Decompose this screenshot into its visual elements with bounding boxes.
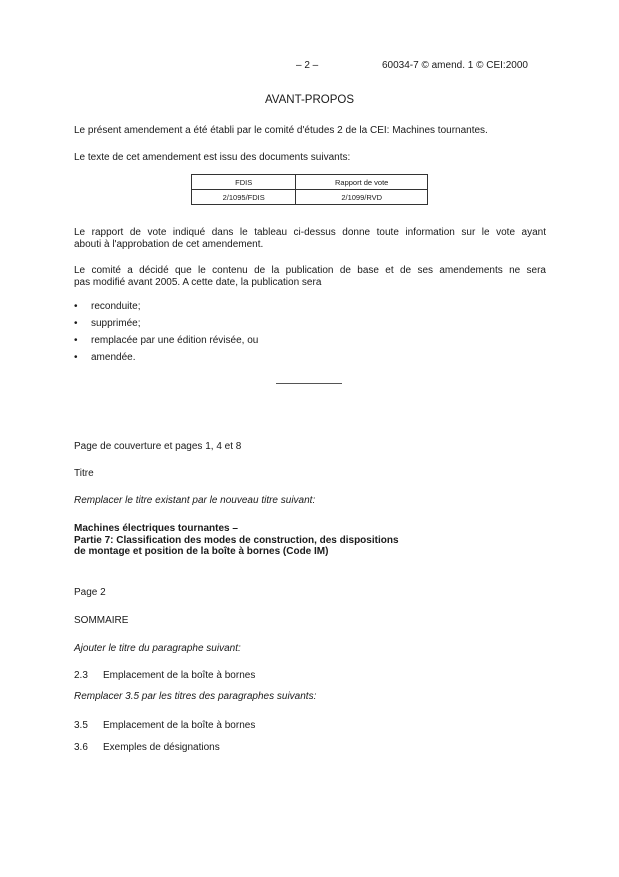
table-cell-rvd: 2/1099/RVD [296,190,428,205]
bullet-icon: • [74,318,78,329]
clause-title: Emplacement de la boîte à bornes [103,670,256,681]
instruction-replace-title: Remplacer le titre existant par le nouveau titre suivant: [74,495,316,506]
section-heading-page2: Page 2 [74,587,106,598]
paragraph-line: Le comité a décidé que le contenu de la publication de base et de ses amendements ne sera [74,265,546,276]
page-number: – 2 – [296,60,319,71]
paragraph-publication [74,265,546,288]
vote-table [191,174,428,205]
new-title-block [74,523,399,558]
bullet-icon: • [74,335,78,346]
paragraph-line: abouti à l'approbation de cet amendement. [74,238,264,250]
clause-number: 2.3 [74,670,88,681]
clause-number: 3.6 [74,742,88,753]
new-title-line: Partie 7: Classification des modes de construction, des dispositions [74,534,399,546]
table-header-row [192,175,428,190]
paragraph-vote-report [74,227,546,250]
list-item-text: reconduite; [91,301,141,312]
page-title: AVANT-PROPOS [264,94,355,106]
section-divider [276,383,342,384]
document-reference: 60034-7 © amend. 1 © CEI:2000 [382,60,528,71]
list-item-text: amendée. [91,352,136,363]
list-item-text: supprimée; [91,318,141,329]
list-item-text: remplacée par une édition révisée, ou [91,335,259,346]
section-subheading-sommaire: SOMMAIRE [74,615,129,626]
new-title-line: de montage et position de la boîte à bornes (Code IM) [74,546,329,557]
instruction-replace-clause: Remplacer 3.5 par les titres des paragraphes suivants: [74,691,317,702]
table-header-fdis: FDIS [192,175,296,190]
table-header-rapport: Rapport de vote [296,175,428,190]
clause-number: 3.5 [74,720,88,731]
paragraph-documents: Le texte de cet amendement est issu des documents suivants: [74,152,351,163]
table-row [192,190,428,205]
clause-title: Emplacement de la boîte à bornes [103,720,256,731]
instruction-add-title: Ajouter le titre du paragraphe suivant: [74,643,241,654]
clause-title: Exemples de désignations [103,742,220,753]
new-title-line: Machines électriques tournantes – [74,523,238,534]
paragraph-committee: Le présent amendement a été établi par le comité d'études 2 de la CEI: Machines tournantes. [74,125,488,136]
bullet-icon: • [74,352,78,363]
section-subheading-title: Titre [74,468,94,479]
paragraph-line: Le rapport de vote indiqué dans le tableau ci-dessus donne toute information sur le vote ayant [74,227,546,238]
section-heading-cover: Page de couverture et pages 1, 4 et 8 [74,441,242,452]
bullet-icon: • [74,301,78,312]
paragraph-line: pas modifié avant 2005. A cette date, la publication sera [74,276,322,288]
table-cell-fdis: 2/1095/FDIS [192,190,296,205]
